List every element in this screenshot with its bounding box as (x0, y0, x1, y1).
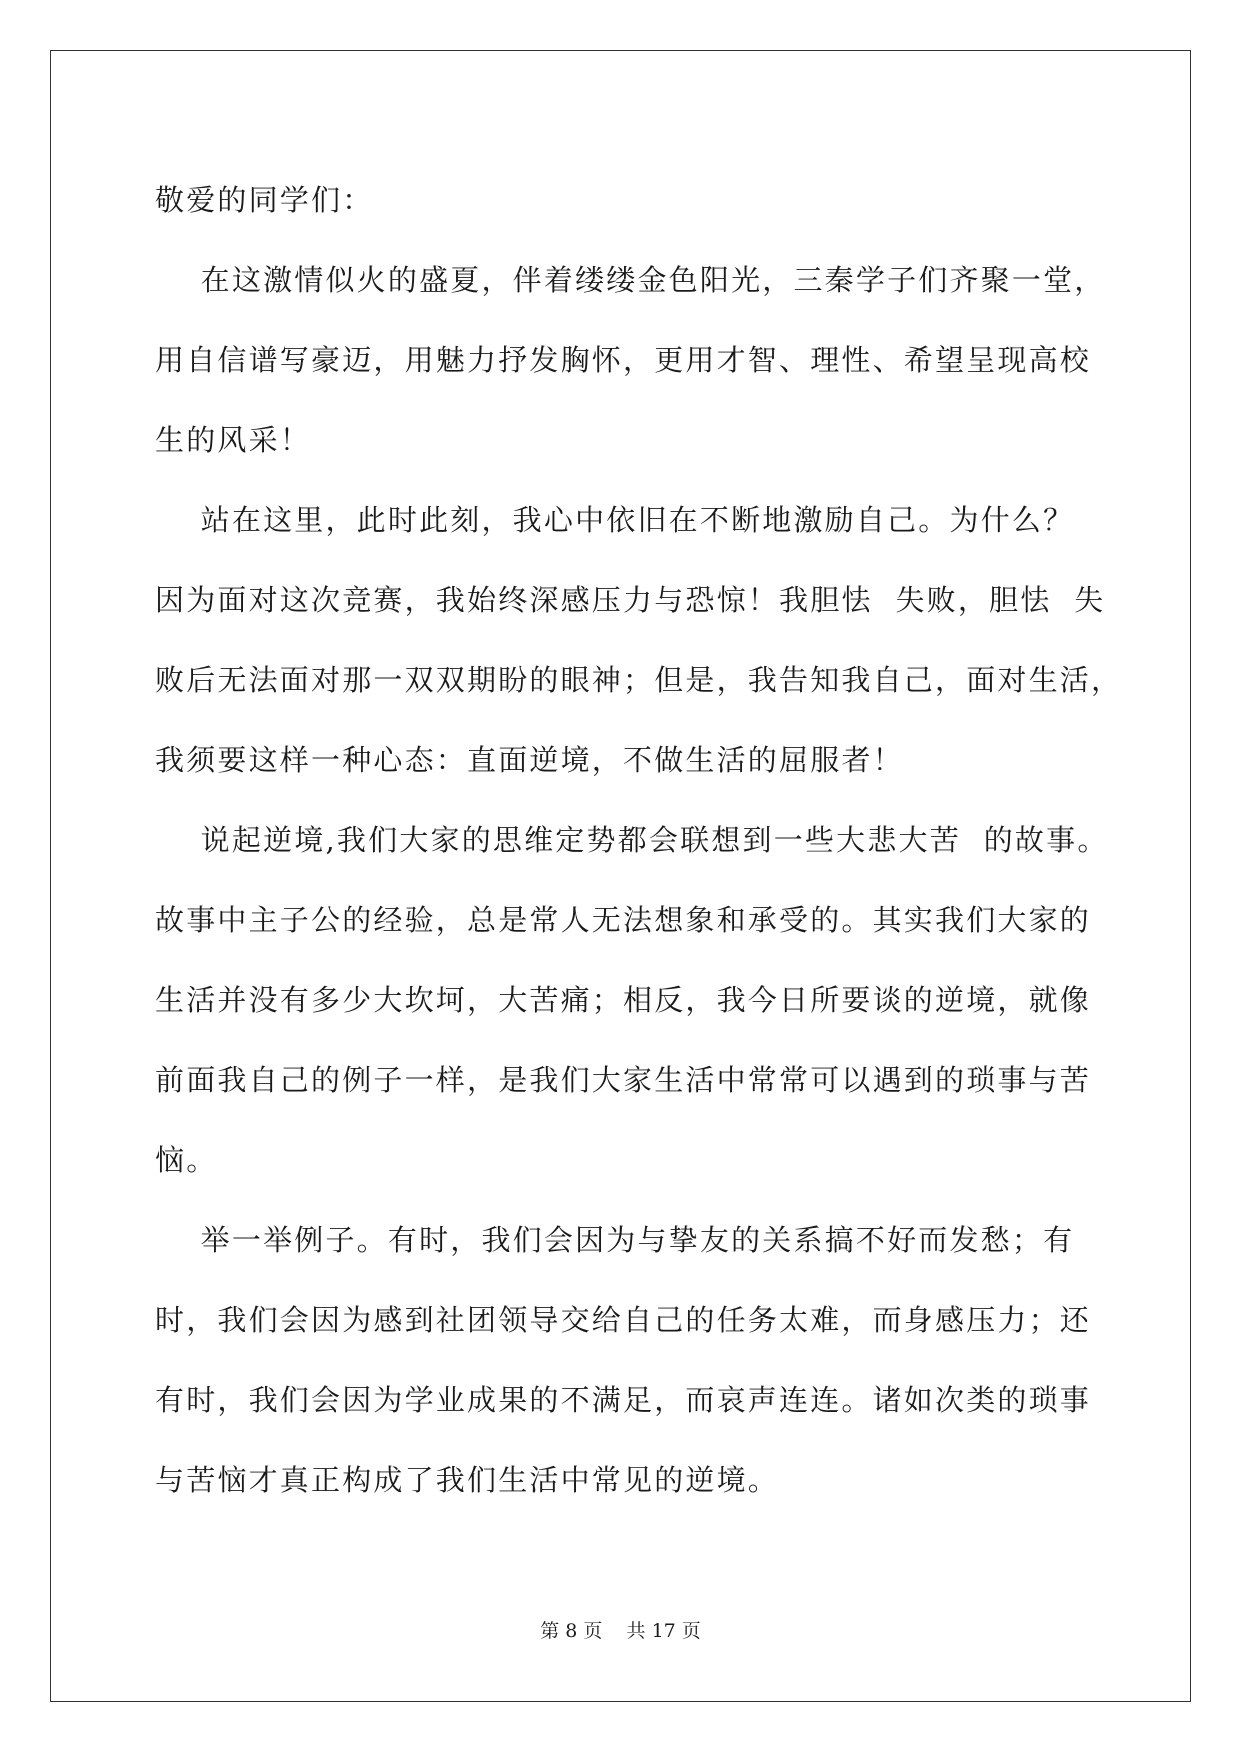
text-line: 生活并没有多少大坎坷，大苦痛；相反，我今日所要谈的逆境，就像 (155, 983, 1092, 1017)
text-line: 败后无法面对那一双双期盼的眼神；但是，我告知我自己，面对生活， (155, 663, 1123, 697)
text-line: 敬爱的同学们： (155, 183, 374, 217)
text-line: 在这激情似火的盛夏，伴着缕缕金色阳光，三秦学子们齐聚一堂， (155, 263, 1106, 297)
text-line: 恼。 (155, 1143, 218, 1177)
text-line: 前面我自己的例子一样，是我们大家生活中常常可以遇到的琐事与苦 (155, 1063, 1092, 1097)
text-line: 举一举例子。有时，我们会因为与挚友的关系搞不好而发愁；有 (155, 1223, 1075, 1257)
text-line: 故事中主子公的经验，总是常人无法想象和承受的。其实我们大家的 (155, 903, 1092, 937)
text-line: 说起逆境,我们大家的思维定势都会联想到一些大悲大苦 的故事。 (155, 823, 1109, 857)
text-line: 生的风采！ (155, 423, 312, 457)
text-line: 与苦恼才真正构成了我们生活中常见的逆境。 (155, 1463, 780, 1497)
page-number-footer: 第 8 页 共 17 页 (540, 1620, 701, 1642)
text-line: 站在这里，此时此刻，我心中依旧在不断地激励自己。为什么？ (155, 503, 1075, 537)
text-line: 时，我们会因为感到社团领导交给自己的任务太难，而身感压力；还 (155, 1303, 1092, 1337)
text-line: 有时，我们会因为学业成果的不满足，而哀声连连。诸如次类的琐事 (155, 1383, 1092, 1417)
text-line: 我须要这样一种心态：直面逆境，不做生活的屈服者！ (155, 743, 904, 777)
text-line: 因为面对这次竞赛，我始终深感压力与恐惊！我胆怯 失败，胆怯 失 (155, 583, 1106, 617)
document-body (155, 160, 1123, 1520)
text-line: 用自信谱写豪迈，用魅力抒发胸怀，更用才智、理性、希望呈现高校 (155, 343, 1092, 377)
